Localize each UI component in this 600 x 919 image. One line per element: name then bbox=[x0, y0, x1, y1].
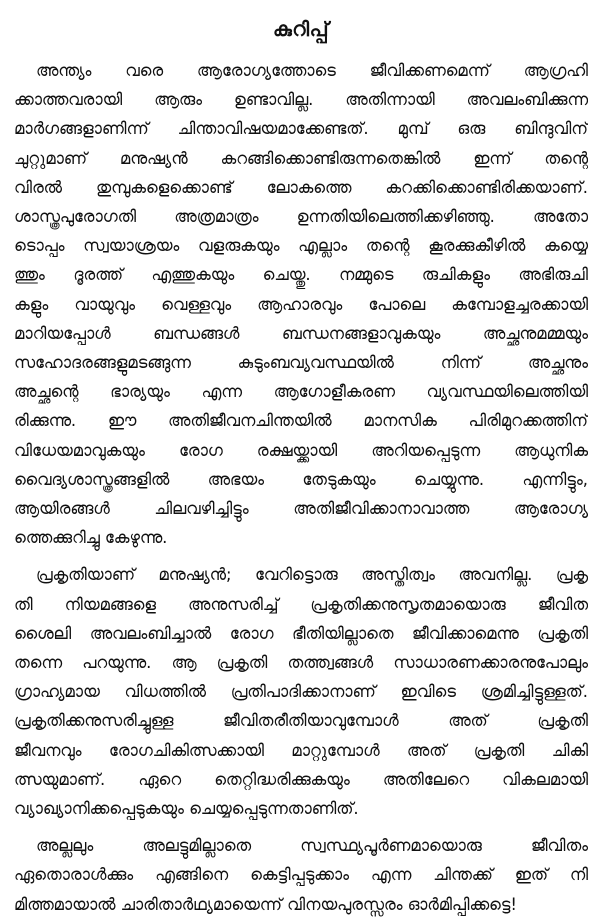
text-line: രിക്കുന്നു. ഈ അതിജീവനചിന്തയിൽ മാനസിക പിരിമുറക്കത്തിന് bbox=[14, 411, 588, 431]
text-line: ചുറ്റുമാണ് മനുഷ്യൻ കറങ്ങിക്കൊണ്ടിരുന്നതെങ്കിൽ ഇന്ന് തന്റെ bbox=[14, 148, 588, 168]
text-line: അല്ലലും അലട്ടുമില്ലാതെ സ്വസ്ഥ്യപൂർണമായൊരു ജീവിതം bbox=[36, 836, 588, 856]
text-line: ത്തെക്കുറിച്ചു കേഴുന്നു. bbox=[14, 528, 168, 548]
text-line: അച്ഛന്റെ ഭാര്യയും എന്ന ആഗോളീകരണ വ്യവസ്ഥയിലെത്തിയി bbox=[14, 382, 588, 402]
text-line: തി നിയമങ്ങളെ അനുസരിച്ച് പ്രകൃതിക്കനുസൃതമായൊരു ജീവിത bbox=[14, 594, 588, 614]
text-line: ക്കാത്തവരായി ആരും ഉണ്ടാവില്ല. അതിന്നായി അവലംബിക്കുന്ന bbox=[14, 90, 588, 110]
text-line: ശാസ്ത്രപുരോഗതി അത്രമാത്രം ഉന്നതിയിലെത്തിക്കഴിഞ്ഞു. അതോ bbox=[14, 207, 588, 227]
text-line: അന്ത്യം വരെ ആരോഗ്യത്തോടെ ജീവിക്കണമെന്ന് ആഗ്രഹി bbox=[36, 61, 588, 80]
text-line: പ്രകൃതിയാണ് മനുഷ്യൻ; വേറിട്ടൊരു അസ്തിത്വം അവനില്ല. പ്രകൃ bbox=[36, 565, 588, 585]
text-line: സഹോദരങ്ങളുമടങ്ങുന്ന കുടുംബവ്യവസ്ഥയിൽ നിന്ന് അച്ഛനും bbox=[14, 353, 588, 373]
text-line: മാർഗങ്ങളാണിന്ന് ചിന്താവിഷയമാക്കേണ്ടത്. മുമ്പ് ഒരു ബിന്ദുവിന് bbox=[14, 119, 588, 139]
paragraph-2 bbox=[14, 560, 588, 823]
text-line: മാറിയപ്പോൾ ബന്ധങ്ങൾ ബന്ധനങ്ങളാവുകയും അച്ഛനുമമ്മയും bbox=[14, 323, 588, 343]
text-line: ത്തും ദൂരത്ത് എത്തുകയും ചെയ്തു. നമ്മുടെ രുചികളും അഭിരുചി bbox=[14, 265, 588, 285]
text-line: ആയിരങ്ങൾ ചിലവഴിച്ചിട്ടും അതിജീവിക്കാനാവാത്ത ആരോഗ്യ bbox=[14, 499, 588, 519]
text-line: ഏതൊരാൾക്കും എങ്ങിനെ കെട്ടിപ്പടുക്കാം എന്ന ചിന്തക്ക് ഇത് നി bbox=[14, 865, 588, 885]
text-line: ശൈലി അവലംബിച്ചാൽ രോഗ ഭീതിയില്ലാതെ ജീവിക്കാമെന്നു പ്രകൃതി bbox=[14, 623, 588, 643]
text-line: ജീവനവും രോഗചികിത്സക്കായി മാറ്റുമ്പോൾ അത് പ്രകൃതി ചികി bbox=[14, 740, 588, 760]
text-line: ടൊപ്പം സ്വയാശ്രയം വളരുകയും എല്ലാം തന്റെ കൂരക്കുകീഴിൽ കയ്യെ bbox=[14, 236, 588, 256]
paragraph-3 bbox=[14, 831, 588, 919]
text-line: ഗ്രാഹ്യമായ വിധത്തിൽ പ്രതിപാദിക്കാനാണ് ഇവിടെ ശ്രമിച്ചിട്ടുള്ളത്. bbox=[14, 682, 588, 702]
text-line: വിരൽ തുമ്പുകളെക്കൊണ്ട് ലോകത്തെ കറക്കിക്കൊണ്ടിരിക്കയാണ്. bbox=[14, 177, 588, 197]
text-line: വിധേയമാവുകയും രോഗ രക്ഷയ്ക്കായി അറിയപ്പെടുന്ന ആധുനിക bbox=[14, 440, 588, 460]
text-line: പ്രകൃതിക്കനുസരിച്ചുള്ള ജീവിതരീതിയാവുമ്പോൾ അത് പ്രകൃതി bbox=[14, 711, 588, 731]
text-line: ത്സയുമാണ്. ഏറെ തെറ്റിദ്ധരിക്കുകയും അതിലേറെ വികലമായി bbox=[14, 769, 588, 789]
page-title: കുറിപ്പ് bbox=[273, 17, 329, 41]
text-line: കളും വായുവും വെള്ളവും ആഹാരവും പോലെ കമ്പോളച്ചരക്കായി bbox=[14, 294, 588, 314]
text-line: തന്നെ പറയുന്നു. ആ പ്രകൃതി തത്ത്വങ്ങൾ സാധാരണക്കാരനുപോലും bbox=[14, 653, 588, 673]
text-line: മിത്തമായാൽ ചാരിതാർഥ്യമായെന്ന് വിനയപുരസ്സരം ഓർമിപ്പിക്കട്ടെ! bbox=[14, 894, 517, 914]
text-line: വൈദ്യശാസ്ത്രങ്ങളിൽ അഭയം തേടുകയും ചെയ്യുന്നു. എന്നിട്ടും, bbox=[14, 469, 588, 489]
paragraph-1 bbox=[14, 56, 588, 552]
text-line: വ്യാഖ്യാനിക്കപ്പെടുകയും ചെയ്യപ്പെടുന്നതാണിത്. bbox=[14, 799, 359, 819]
